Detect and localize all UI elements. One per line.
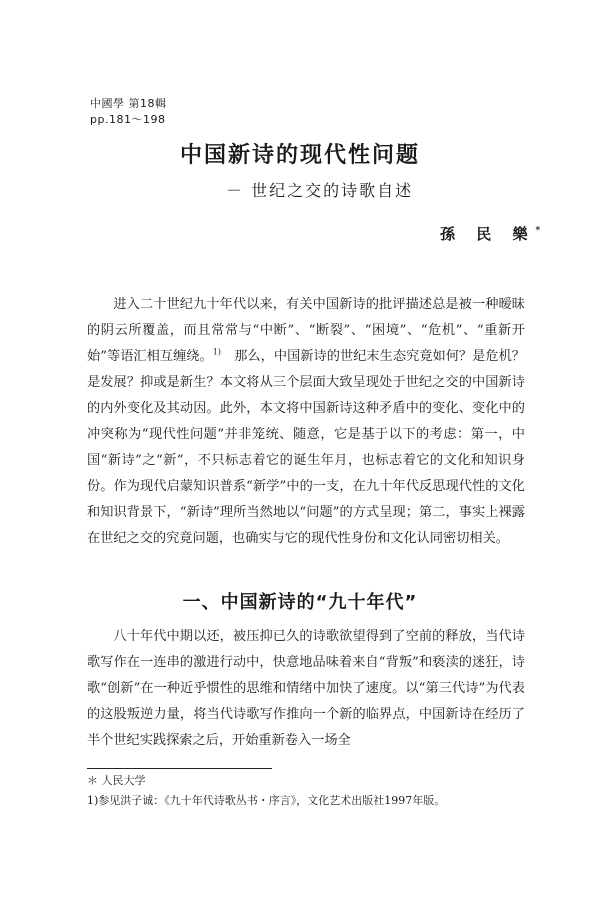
section-heading-1: 一、中国新诗的“九十年代” (182, 592, 418, 613)
journal-name: 中國學 第18輯 (90, 97, 167, 110)
intro-text: 进入二十世纪九十年代以来，有关中国新诗的批评描述总是被一种暧昧的阴云所覆盖，而且常常与“中断”、“断裂”、“困境”、“危机”、“重新开始”等语汇相互缠绕。 (87, 297, 525, 364)
running-header (90, 96, 167, 128)
page-range: pp.181～198 (90, 113, 166, 126)
intro-paragraph (87, 292, 525, 552)
footnote-affiliation: ＊ 人民大学 (87, 774, 146, 787)
intro-text-continued: 那么，中国新诗的世纪末生态究竟如何？是危机？是发展？抑或是新生？本文将从三个层面大致呈现处于世纪之交的中国新诗的内外变化及其动因。此外，本文将中国新诗这种矛盾中的变化、变化中的冲突称为“现代性问题”并非笼统、随意，它是基于以下的考虑：第一，中国“新诗”之“新”，不只标志着它的诞生年月，也标志着它的文化和知识身份。作为现代启蒙知识普系“新学”中的一支，在九十年代反思现代性的文化和知识背景下，“新诗”理所当然地以“问题”的方式呈现；第二，事实上裸露在世纪之交的究竟问题，也确实与它的现代性身份和文化认同密切相关。 (87, 349, 525, 546)
footnote-divider (87, 768, 272, 769)
footnote-ref-1: 1) (212, 347, 221, 357)
author-line (440, 223, 540, 244)
article-subtitle: － 世纪之交的诗歌自述 (226, 181, 414, 200)
article-title: 中国新诗的现代性问题 (179, 143, 420, 168)
section-1-paragraph: 八十年代中期以还，被压抑已久的诗歌欲望得到了空前的释放，当代诗歌写作在一连串的激进行动中，快意地品味着来自“背叛”和亵渎的迷狂，诗歌“创新”在一种近乎惯性的思维和情绪中加快了速度。以“第三代诗”为代表的这股叛逆力量，将当代诗歌写作推向一个新的临界点，中国新诗在经历了半个世纪实践探索之后，开始重新卷入一场全 (87, 629, 525, 748)
footnote-1: 1)参见洪子诚：《九十年代诗歌丛书・序言》，文化艺术出版社1997年版。 (87, 794, 446, 807)
author-name: 孫 民 樂 (440, 225, 536, 243)
author-footnote-mark: * (535, 226, 541, 236)
